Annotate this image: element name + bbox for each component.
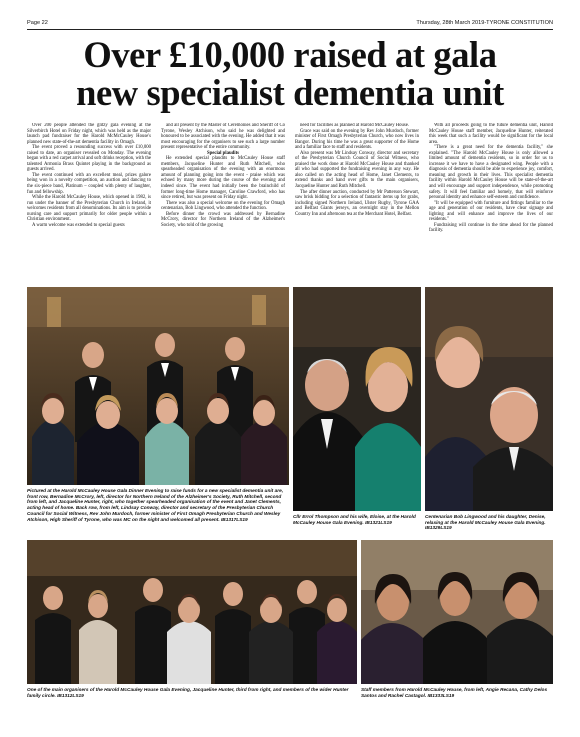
paragraph: Grace was said on the evening by Rev John Murdoch, former minister of First Omagh Presbyterian Church, who now lives in Bangor. During his time he was a great supporter of the Home and a familiar face to staff and residents. xyxy=(295,128,419,151)
headline xyxy=(27,36,553,112)
caption-photo-5: Staff members from Harold McCauley House, from left, Angie Recana, Cathy Delos Santos and Rachel Castagol. IB1333LS19 xyxy=(361,688,548,699)
paragraph: "There is a great need for the dementia facility," she explained. "The Harold McCauley House is only allowed a limited amount of dementia residents, so in order for us to increase it we have to have a designated wing. People with a diagnosis of dementia should be able to experience joy, comfort, meaning and growth in their lives. This specialist dementia facility within Harold McCauley House will be state-of-the-art and will encourage and support independence, while promoting safety. It will feel familiar and homely, that will reinforce personal identity and enhance self-esteem and confidence. xyxy=(429,145,553,201)
caption-photo-2: Cllr Errol Thompson and his wife, Eloise, at the Harold McCauley House Gala Evening. IB1321LS19 xyxy=(293,515,416,526)
subheading: Special plaudits xyxy=(206,150,240,156)
article-body xyxy=(27,123,553,283)
caption-photo-3: Centenarian Bob Lingwood and his daughter, Denise, relaxing at the Harold McCauley House Gala Evening. IB1329LS19 xyxy=(425,515,546,532)
paragraph: and all present by the Master of Ceremonies and Sheriff of Co Tyrone, Wesley Atchison, who said he was delighted and honoured to be associated with the evening. He added that it was most encouraging for the organisers to see such a large number present representative of the entire community. xyxy=(161,123,285,151)
article-column-3 xyxy=(295,123,419,283)
issue-date: Thursday, 28th March 2019-TYRONE CONSTITUTION xyxy=(416,20,553,26)
paragraph: Before dinner the crowd was addressed by Bernadine McCrory, director for Northern Ireland of the Alzheimer's Society, who told of the growing xyxy=(161,211,285,228)
paragraph: There was also a special welcome on the evening for Omagh centenarian, Bob Lingwood, who attended the function. xyxy=(161,200,285,212)
article-column-2 xyxy=(161,123,285,283)
caption-photo-1: Pictured at the Harold McCauley House Gala Dinner Evening to raise funds for a new specialist dementia unit are, front row, Bernadine McCrory, left, director for Northern Ireland of the Alzheimer's Society, Ruth Mitchell, second from left, and Jacqueline Hunter, right, who together spearheaded organisation of the event and Janet Clements, acting head of home. Back row, from left, Lindsay Conway, director and secretary of the Presbyterian Church Council for Social Witness, Rev John Murdoch, former minister of First Omagh Presbyterian Church and Wesley Atchison, High Sheriff of Tyrone, who was MC on the night and welcomed all present. IB1317LS19 xyxy=(27,489,284,523)
article-column-4 xyxy=(429,123,553,283)
photo-thompson-couple xyxy=(293,287,421,511)
photo-staff-members xyxy=(361,540,553,684)
paragraph: Also present was Mr Lindsay Conway, director and secretary of the Presbyterian Church Council of Social Witness, who praised the work done at Harold McCauley House and thanked all who had supported the fundraising evening in any way. He also called on the acting head of Home, Janet Clements, to extend thanks and hand over gifts to the main organisers, Jacqueline Hunter and Ruth Mitchell. xyxy=(295,150,419,190)
page-number: Page 22 xyxy=(27,20,48,26)
paragraph: With all proceeds going to the future dementia unit, Harold McCauley House staff member, Jacqueline Hunter, reiterated this week that such a facility would be significant for the local area. xyxy=(429,123,553,145)
paragraph: Fundraising will continue in the time ahead for the planned facility. xyxy=(429,222,553,234)
paragraph: The after dinner auction, conducted by Mr Patterson Stewart, saw brisk bidding for a selection of fantastic items up for grabs, including signed Northern Ireland, Ulster Rugby, Tyrone GAA and Belfast Giants jerseys, an overnight stay in the Mellon Country Inn and afternoon tea at the Merchant Hotel, Belfast. xyxy=(295,189,419,217)
page-header xyxy=(27,20,553,30)
paragraph: He extended special plaudits to McCauley House staff members, Jacqueline Hunter and Ruth Mitchell, who spearheaded organisation of the evening with an enormous amount of planning going into the event - praise which was echoed by many more during the course of the evening and indeed since. The event had initially been the brainchild of former long-time Home manager, Caroline Crawford, who has since retired, but was present on Friday night. xyxy=(161,156,285,201)
paragraph: The event proved a resounding success with over £10,000 raised to date, an organiser revealed on Monday. The evening began with a red carpet arrival and soft drinks reception, with the talented Armonia Brass Quintet playing in the background as guests arrived. xyxy=(27,145,151,173)
paragraph: The event continued with an excellent meal, prizes galore being won in a novelty competition, an auction and dancing to the six-piece band, Platinum – coupled with plenty of laughter, fun and fellowship. xyxy=(27,172,151,195)
headline-line-1: Over £10,000 raised at gala xyxy=(83,34,497,75)
paragraph: Over 200 people attended the glitzy gala evening at the Silverbirch Hotel on Friday night, which was held as the major launch pad fundraiser for the Harold McMcCauley House's planned new state-of-the-art dementia facility in Omagh. xyxy=(27,123,151,145)
paragraph: "It will be equipped with furniture and fittings familiar to the age and generation of our residents, have clear signage and lighting and will enhance and improve the lives of our residents." xyxy=(429,200,553,223)
photo-hunter-family xyxy=(27,540,357,684)
article-column-1 xyxy=(27,123,151,283)
photo-group-organisers xyxy=(27,287,289,485)
paragraph: need for facilities as planned at Harold McCauley House. xyxy=(300,123,410,128)
paragraph: A warm welcome was extended to special guests xyxy=(32,222,125,228)
photo-lingwood-father-daughter xyxy=(425,287,553,511)
headline-line-2: new specialist dementia unit xyxy=(76,72,504,113)
paragraph: While the Harold McCauley House, which opened in 1982, is run under the banner of the Presbyterian Church in Ireland, it welcomes residents from all denominations. Its aim is to provide nursing care and support primarily for older people within a Christian environment. xyxy=(27,195,151,223)
caption-photo-4: One of the main organisers of the Harold McCauley House Gala Evening, Jacqueline Hunter, third from right, and members of the wider Hunter family circle. IB1312LS19 xyxy=(27,688,349,699)
